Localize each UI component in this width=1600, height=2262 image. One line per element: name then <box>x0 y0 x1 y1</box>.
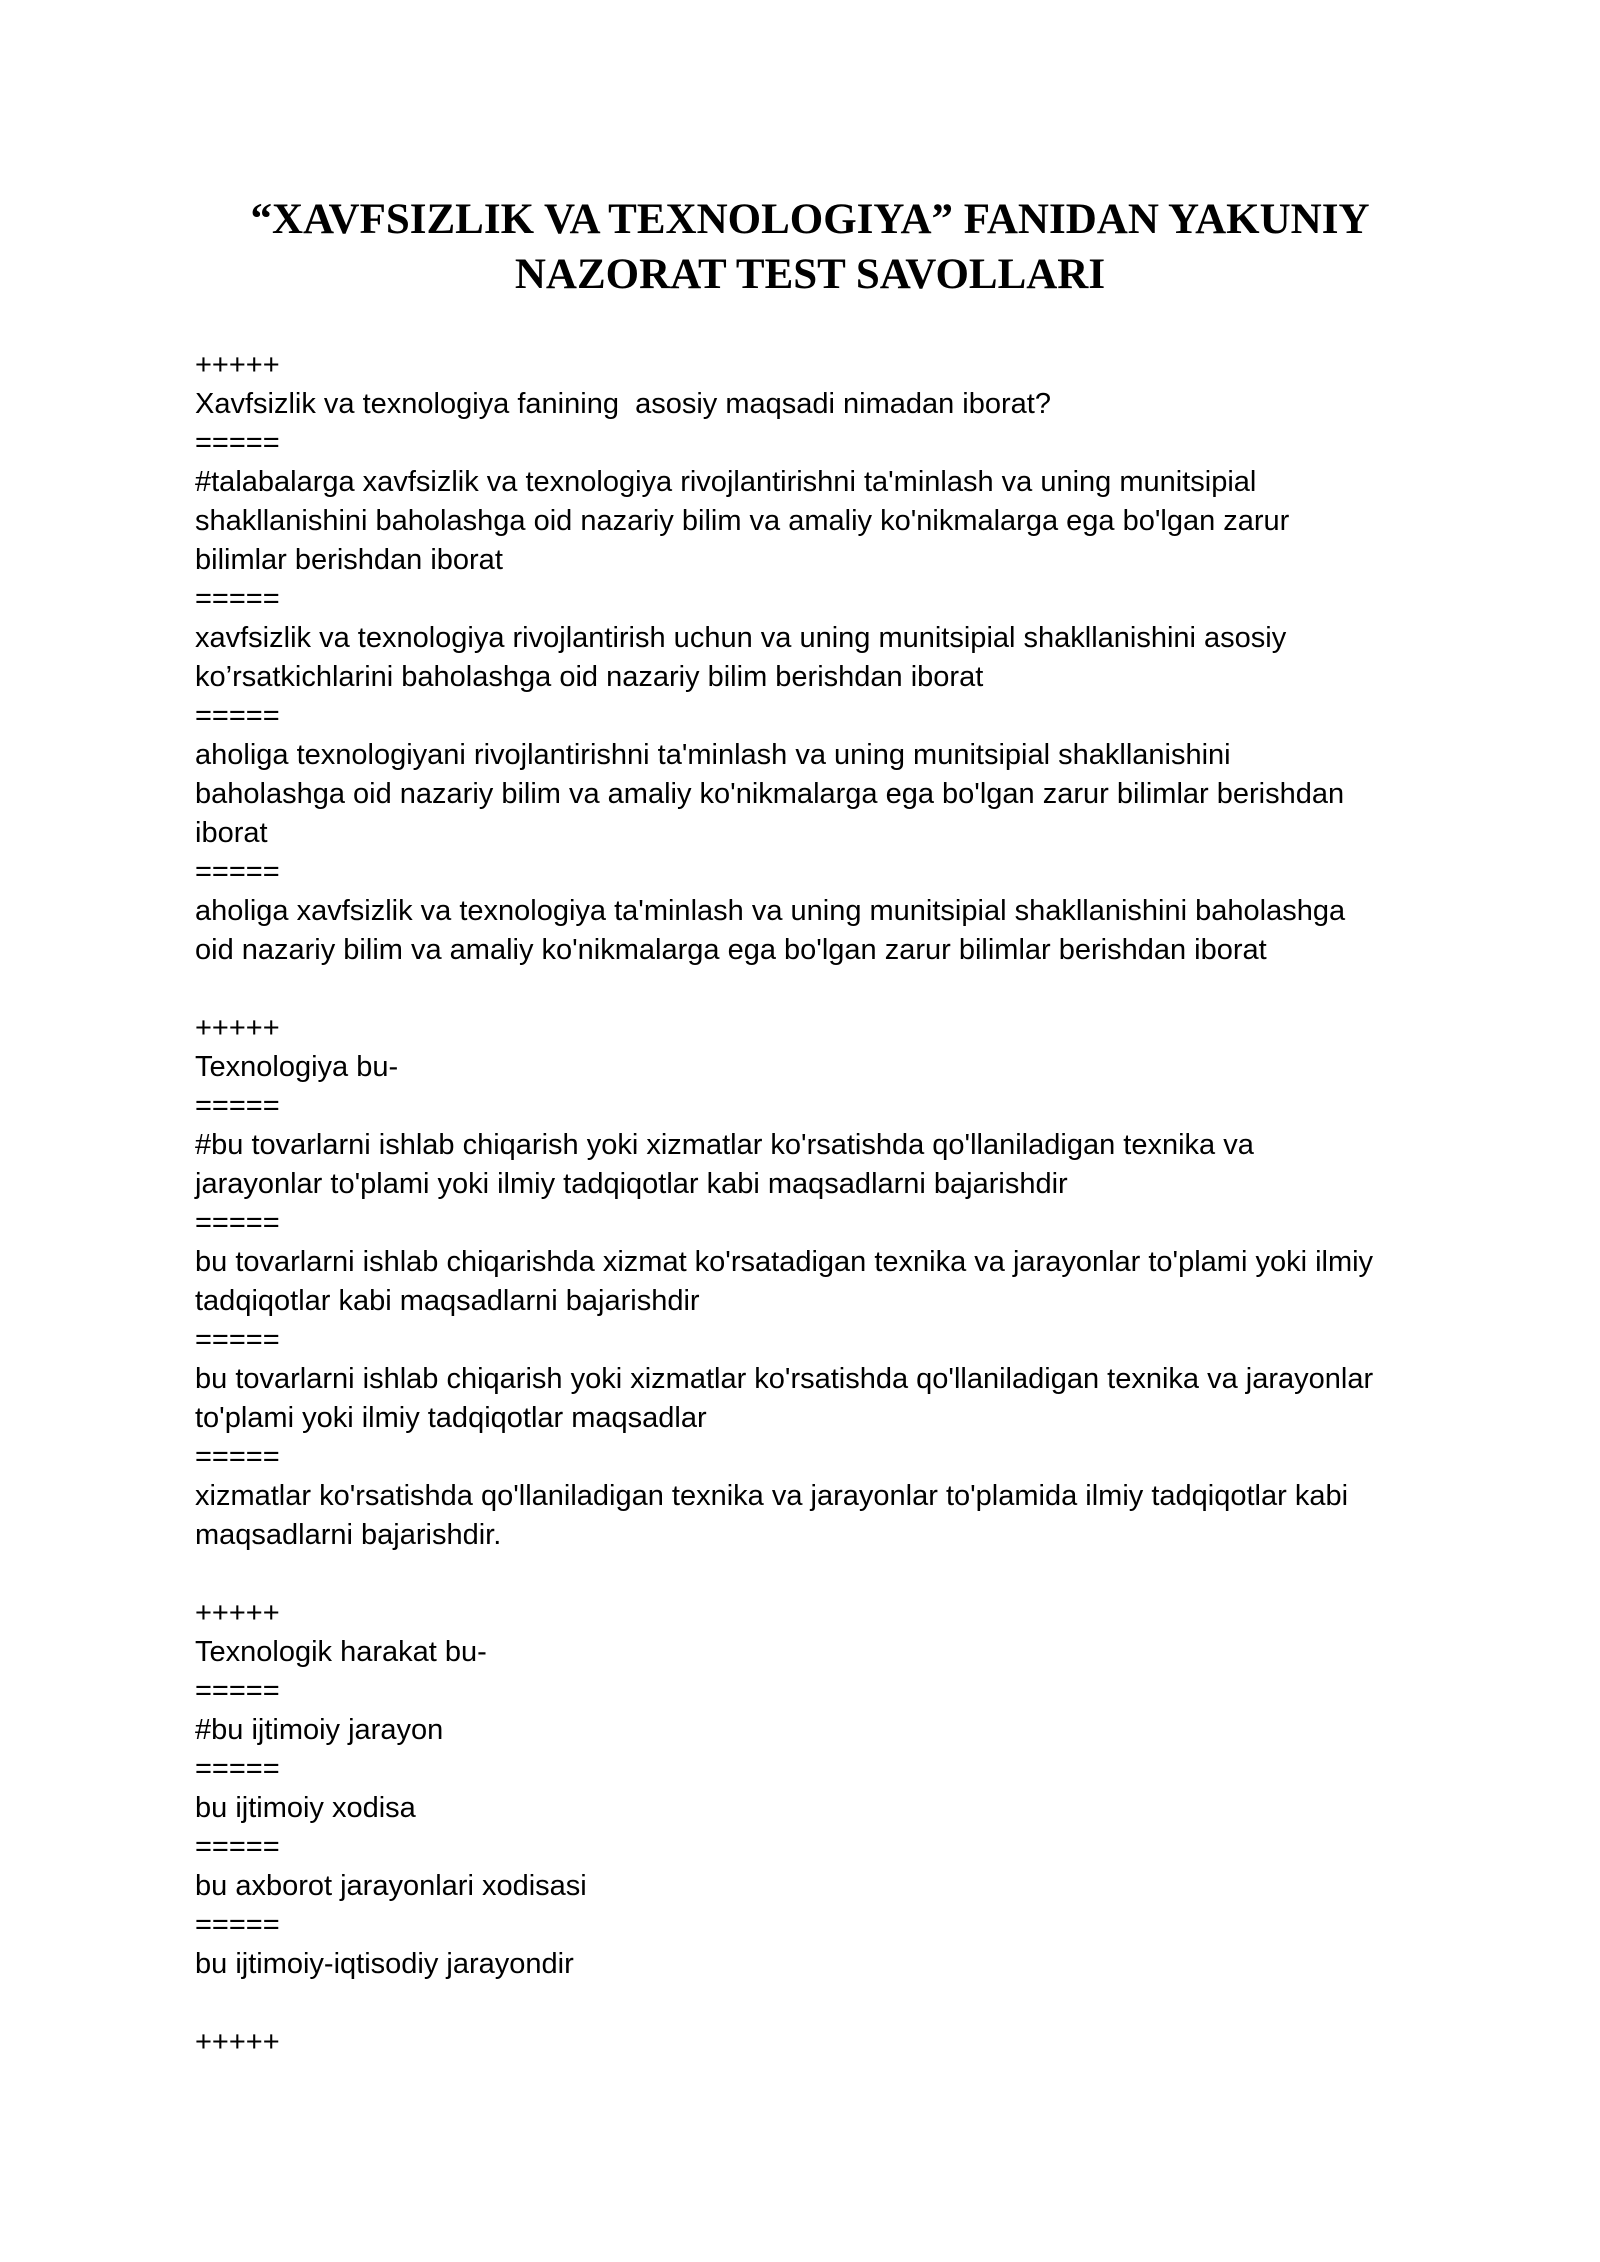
option-text: baholashga oid nazariy bilim va amaliy ko'nikmalarga ega bo'lgan zarur bilimlar berishdan <box>195 778 1345 810</box>
option-text: #talabalarga xavfsizlik va texnologiya rivojlantirishni ta'minlash va uning munitsipial <box>195 466 1257 498</box>
title-line: “XAVFSIZLIK VA TEXNOLOGIYA” FANIDAN YAKUNIY <box>250 196 1370 243</box>
option-separator: ===== <box>195 1441 280 1473</box>
option-text: oid nazariy bilim va amaliy ko'nikmalarga ega bo'lgan zarur bilimlar berishdan iborat <box>195 934 1267 966</box>
option-separator: ===== <box>195 856 280 888</box>
option-text: to'plami yoki ilmiy tadqiqotlar maqsadlar <box>195 1402 707 1434</box>
option-separator: ===== <box>195 1831 280 1863</box>
option-text: bilimlar berishdan iborat <box>195 544 503 576</box>
test-questions <box>195 346 1425 2062</box>
option-text: ko’rsatkichlarini baholashga oid nazariy bilim berishdan iborat <box>195 661 984 693</box>
question-marker: +++++ <box>195 1012 280 1044</box>
option-text: jarayonlar to'plami yoki ilmiy tadqiqotlar kabi maqsadlarni bajarishdir <box>195 1168 1068 1200</box>
option-separator: ===== <box>195 1090 280 1122</box>
document-title <box>160 192 1460 302</box>
question-text: Texnologiya bu- <box>195 1051 399 1083</box>
option-separator: ===== <box>195 1909 280 1941</box>
option-separator: ===== <box>195 427 280 459</box>
option-separator: ===== <box>195 1324 280 1356</box>
option-text: bu axborot jarayonlari xodisasi <box>195 1870 587 1902</box>
option-separator: ===== <box>195 700 280 732</box>
option-text: bu tovarlarni ishlab chiqarish yoki xizmatlar ko'rsatishda qo'llaniladigan texnika va jarayonlar <box>195 1363 1374 1395</box>
title-line: NAZORAT TEST SAVOLLARI <box>514 251 1106 298</box>
option-text: aholiga xavfsizlik va texnologiya ta'minlash va uning munitsipial shakllanishini baholashga <box>195 895 1346 927</box>
question-block <box>195 346 1425 970</box>
option-text: xavfsizlik va texnologiya rivojlantirish uchun va uning munitsipial shakllanishini asosiy <box>195 622 1287 654</box>
option-text: maqsadlarni bajarishdir. <box>195 1519 502 1551</box>
spacer <box>195 970 1425 1009</box>
option-text: shakllanishini baholashga oid nazariy bilim va amaliy ko'nikmalarga ega bo'lgan zarur <box>195 505 1290 537</box>
option-separator: ===== <box>195 1207 280 1239</box>
option-text: tadqiqotlar kabi maqsadlarni bajarishdir <box>195 1285 700 1317</box>
question-block <box>195 1594 1425 1984</box>
question-marker: +++++ <box>195 349 280 381</box>
question-text: Texnologik harakat bu- <box>195 1636 487 1668</box>
option-text: #bu tovarlarni ishlab chiqarish yoki xizmatlar ko'rsatishda qo'llaniladigan texnika va <box>195 1129 1254 1161</box>
option-separator: ===== <box>195 583 280 615</box>
option-text: bu ijtimoiy xodisa <box>195 1792 416 1824</box>
option-text: #bu ijtimoiy jarayon <box>195 1714 444 1746</box>
question-block <box>195 1009 1425 1555</box>
option-text: bu tovarlarni ishlab chiqarishda xizmat ko'rsatadigan texnika va jarayonlar to'plami yoki ilmiy <box>195 1246 1374 1278</box>
option-text: iborat <box>195 817 268 849</box>
option-separator: ===== <box>195 1675 280 1707</box>
spacer <box>195 1555 1425 1594</box>
spacer <box>195 1984 1425 2023</box>
question-marker: +++++ <box>195 1597 280 1629</box>
option-text: xizmatlar ko'rsatishda qo'llaniladigan texnika va jarayonlar to'plamida ilmiy tadqiqotlar kabi <box>195 1480 1349 1512</box>
question-marker: +++++ <box>195 2026 280 2058</box>
option-separator: ===== <box>195 1753 280 1785</box>
option-text: aholiga texnologiyani rivojlantirishni ta'minlash va uning munitsipial shakllanishini <box>195 739 1231 771</box>
question-text: Xavfsizlik va texnologiya fanining asosiy maqsadi nimadan iborat? <box>195 388 1051 420</box>
option-text: bu ijtimoiy-iqtisodiy jarayondir <box>195 1948 574 1980</box>
